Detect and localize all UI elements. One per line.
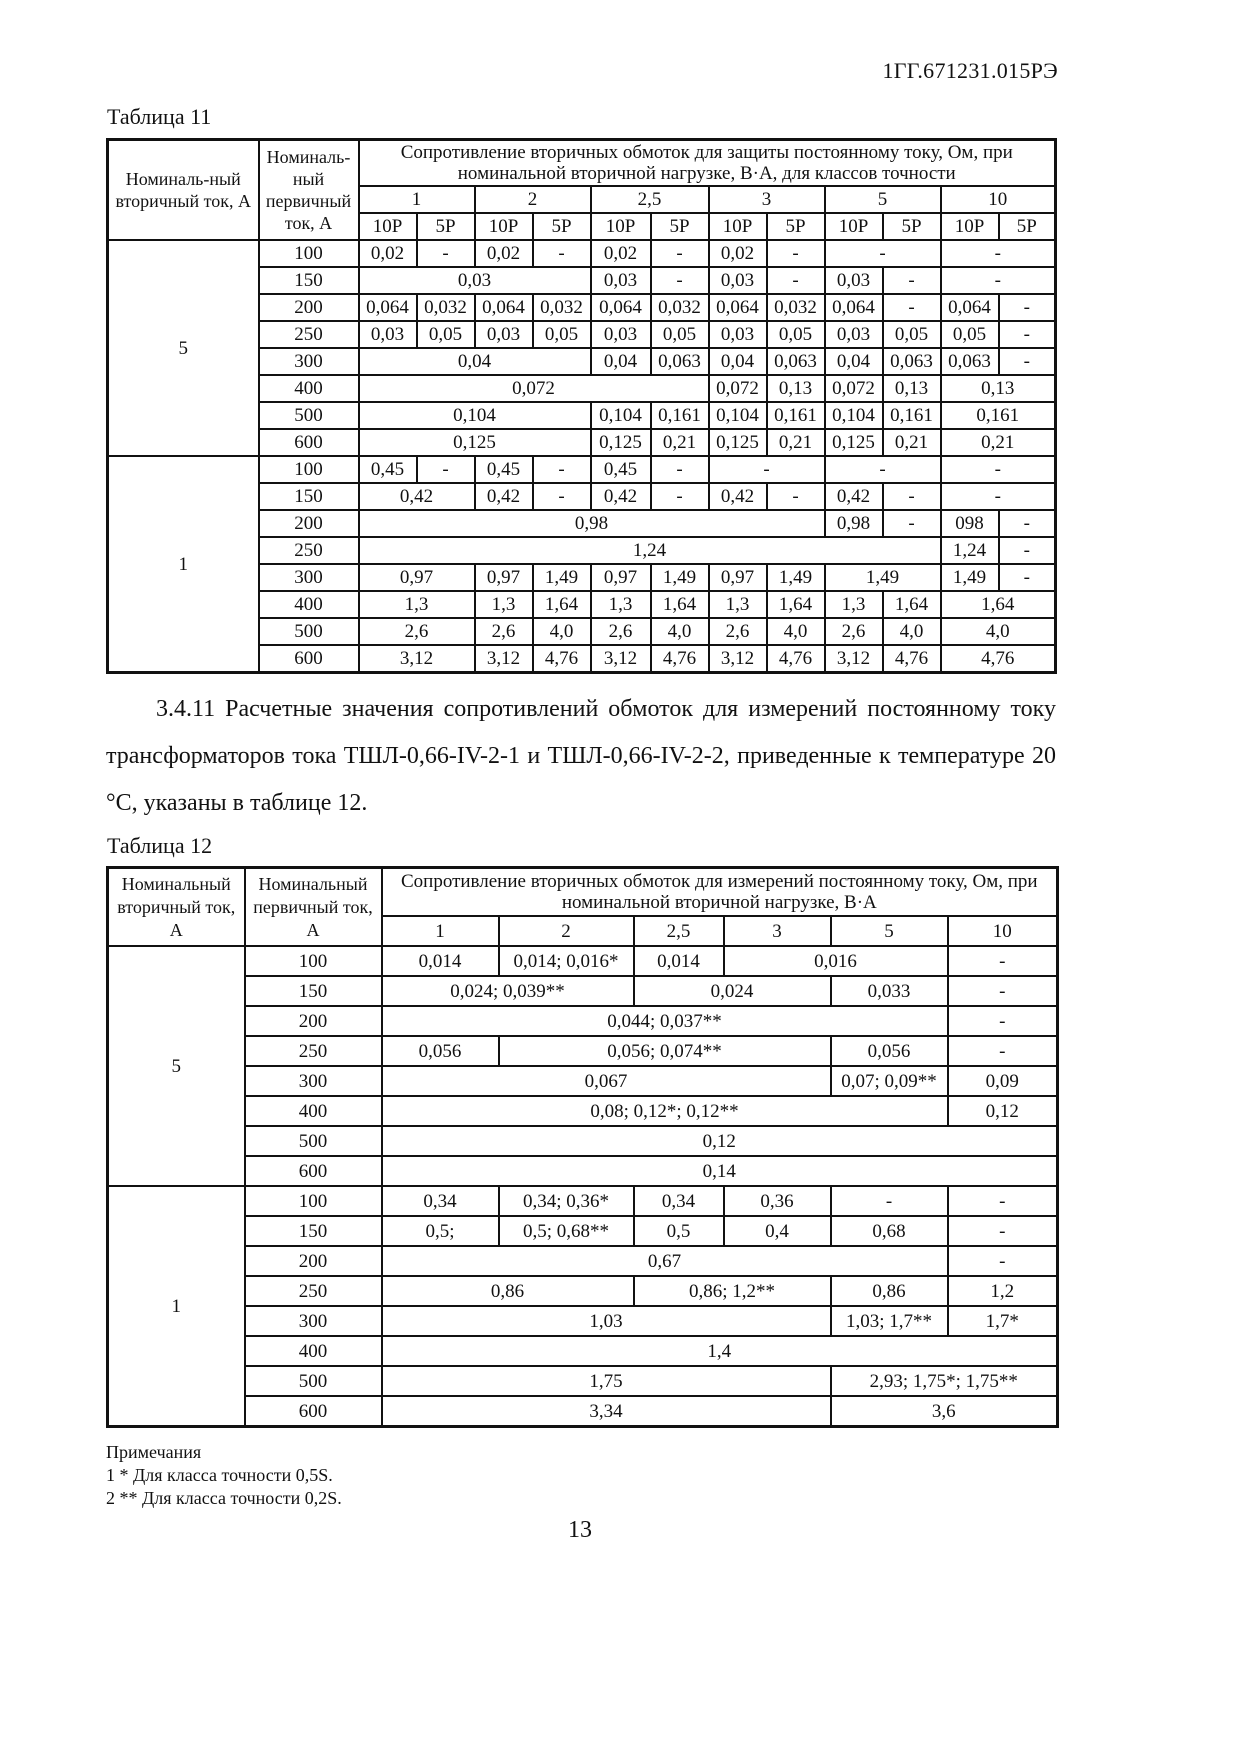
resistance-cell: 3,12 [359, 645, 475, 673]
resistance-cell: 0,063 [651, 348, 709, 375]
resistance-cell: 1,75 [382, 1366, 831, 1396]
primary-current-cell: 100 [245, 946, 382, 976]
resistance-cell: 0,45 [591, 456, 651, 483]
resistance-cell: 0,03 [825, 321, 883, 348]
header-class-5p: 5Р [417, 213, 475, 240]
header-load-2: 2 [499, 916, 634, 946]
resistance-cell: - [948, 1186, 1058, 1216]
resistance-cell: 0,5; [382, 1216, 499, 1246]
header-load-1: 1 [382, 916, 499, 946]
resistance-cell: 0,13 [941, 375, 1056, 402]
resistance-cell: 0,05 [883, 321, 941, 348]
primary-current-cell: 600 [245, 1156, 382, 1186]
resistance-cell: 1,64 [883, 591, 941, 618]
resistance-cell: 0,063 [941, 348, 999, 375]
table-row [108, 1006, 1058, 1036]
header-class-10p: 10Р [941, 213, 999, 240]
header-primary-current: Номиналь-ный первичный ток, А [259, 140, 359, 241]
primary-current-cell: 250 [259, 321, 359, 348]
resistance-cell: 0,064 [825, 294, 883, 321]
header-class-5p: 5Р [533, 213, 591, 240]
primary-current-cell: 500 [245, 1366, 382, 1396]
resistance-cell: 0,064 [591, 294, 651, 321]
primary-current-cell: 250 [245, 1276, 382, 1306]
secondary-current-cell: 5 [108, 946, 245, 1186]
resistance-cell: 1,64 [533, 591, 591, 618]
resistance-cell: 3,12 [475, 645, 533, 673]
resistance-cell: - [883, 267, 941, 294]
resistance-cell: 0,072 [359, 375, 709, 402]
header-class-10p: 10Р [709, 213, 767, 240]
primary-current-cell: 400 [259, 591, 359, 618]
primary-current-cell: 200 [259, 294, 359, 321]
resistance-cell: 0,86; 1,2** [634, 1276, 831, 1306]
header-secondary-current: Номиналь-ный вторичный ток, А [108, 140, 259, 241]
resistance-cell: 4,0 [941, 618, 1056, 645]
resistance-cell: - [651, 456, 709, 483]
header-load-3: 3 [709, 186, 825, 213]
resistance-cell: 0,13 [883, 375, 941, 402]
resistance-cell: 0,34 [634, 1186, 724, 1216]
header-load-1: 1 [359, 186, 475, 213]
resistance-cell: 3,34 [382, 1396, 831, 1427]
resistance-cell: 0,064 [475, 294, 533, 321]
header-load-5: 5 [825, 186, 941, 213]
header-class-10p: 10Р [359, 213, 417, 240]
header-class-5p: 5Р [883, 213, 941, 240]
resistance-cell: 1,49 [651, 564, 709, 591]
resistance-cell: - [883, 510, 941, 537]
resistance-cell: 0,032 [651, 294, 709, 321]
resistance-cell: 0,02 [359, 240, 417, 267]
primary-current-cell: 300 [259, 348, 359, 375]
section-3-4-11-paragraph [106, 686, 1056, 827]
resistance-cell: 0,42 [709, 483, 767, 510]
primary-current-cell: 100 [259, 240, 359, 267]
table-11 [106, 138, 1057, 674]
resistance-cell: 0,161 [651, 402, 709, 429]
secondary-current-cell: 1 [108, 1186, 245, 1427]
resistance-cell: - [651, 267, 709, 294]
resistance-cell: 0,02 [475, 240, 533, 267]
resistance-cell: - [999, 348, 1056, 375]
resistance-cell: 0,36 [724, 1186, 831, 1216]
note-item: 1 * Для класса точности 0,5S. [106, 1465, 333, 1485]
resistance-cell: - [948, 1216, 1058, 1246]
resistance-cell: 0,03 [475, 321, 533, 348]
resistance-cell: 0,86 [382, 1276, 634, 1306]
resistance-cell: - [948, 1246, 1058, 1276]
resistance-cell: 0,67 [382, 1246, 948, 1276]
secondary-current-cell: 5 [108, 240, 259, 456]
resistance-cell: 0,067 [382, 1066, 831, 1096]
primary-current-cell: 300 [245, 1066, 382, 1096]
primary-current-cell: 600 [259, 645, 359, 673]
header-class-10p: 10Р [825, 213, 883, 240]
table-row [108, 1306, 1058, 1336]
document-code: 1ГГ.671231.015РЭ [882, 58, 1058, 83]
resistance-cell: 1,64 [941, 591, 1056, 618]
primary-current-cell: 100 [259, 456, 359, 483]
resistance-cell: 0,032 [533, 294, 591, 321]
resistance-cell: 4,76 [941, 645, 1056, 673]
resistance-cell: - [825, 456, 941, 483]
primary-current-cell: 400 [245, 1336, 382, 1366]
header-class-10p: 10Р [475, 213, 533, 240]
table-row [108, 1126, 1058, 1156]
resistance-cell: 0,12 [948, 1096, 1058, 1126]
resistance-cell: 0,161 [941, 402, 1056, 429]
resistance-cell: 4,0 [651, 618, 709, 645]
table-12-caption: Таблица 12 [107, 833, 213, 858]
resistance-cell: 0,5 [634, 1216, 724, 1246]
resistance-cell: - [651, 483, 709, 510]
resistance-cell: - [825, 240, 941, 267]
resistance-cell: - [948, 1036, 1058, 1066]
table-row [108, 1396, 1058, 1427]
header-class-10p: 10Р [591, 213, 651, 240]
table-row [108, 976, 1058, 1006]
resistance-cell: 0,5; 0,68** [499, 1216, 634, 1246]
resistance-cell: 0,45 [475, 456, 533, 483]
resistance-cell: 0,42 [359, 483, 475, 510]
primary-current-cell: 150 [245, 976, 382, 1006]
notes-title: Примечания [106, 1442, 202, 1462]
resistance-cell: 0,05 [651, 321, 709, 348]
header-secondary-current: Номинальный вторичный ток, А [108, 868, 245, 947]
header-load-10: 10 [948, 916, 1058, 946]
resistance-cell: 2,6 [709, 618, 767, 645]
header-resistance: Сопротивление вторичных обмоток для измерений постоянному току, Ом, при номинальной вторичной нагрузке, В·А [382, 868, 1058, 917]
resistance-cell: 0,05 [417, 321, 475, 348]
resistance-cell: 2,93; 1,75*; 1,75** [831, 1366, 1058, 1396]
resistance-cell: 2,6 [591, 618, 651, 645]
resistance-cell: 0,044; 0,037** [382, 1006, 948, 1036]
resistance-cell: 1,4 [382, 1336, 1058, 1366]
resistance-cell: 0,033 [831, 976, 948, 1006]
resistance-cell: 1,2 [948, 1276, 1058, 1306]
resistance-cell: 0,104 [359, 402, 591, 429]
resistance-cell: 1,03; 1,7** [831, 1306, 948, 1336]
resistance-cell: 098 [941, 510, 999, 537]
resistance-cell: - [883, 294, 941, 321]
table-row [108, 456, 1056, 483]
resistance-cell: - [533, 456, 591, 483]
primary-current-cell: 150 [259, 483, 359, 510]
resistance-cell: 0,86 [831, 1276, 948, 1306]
resistance-cell: 0,09 [948, 1066, 1058, 1096]
resistance-cell: 2,6 [825, 618, 883, 645]
resistance-cell: - [883, 483, 941, 510]
resistance-cell: 0,05 [767, 321, 825, 348]
primary-current-cell: 400 [259, 375, 359, 402]
primary-current-cell: 150 [259, 267, 359, 294]
header-class-5p: 5Р [999, 213, 1056, 240]
header-class-5p: 5Р [767, 213, 825, 240]
resistance-cell: 4,76 [883, 645, 941, 673]
resistance-cell: 0,42 [591, 483, 651, 510]
resistance-cell: 0,21 [767, 429, 825, 456]
resistance-cell: 0,104 [591, 402, 651, 429]
resistance-cell: 1,3 [475, 591, 533, 618]
resistance-cell: 0,42 [825, 483, 883, 510]
primary-current-cell: 500 [259, 618, 359, 645]
resistance-cell: 0,016 [724, 946, 948, 976]
resistance-cell: 0,98 [825, 510, 883, 537]
resistance-cell: 0,063 [767, 348, 825, 375]
primary-current-cell: 150 [245, 1216, 382, 1246]
primary-current-cell: 600 [245, 1396, 382, 1427]
resistance-cell: - [767, 483, 825, 510]
table-row [108, 1096, 1058, 1126]
resistance-cell: 0,68 [831, 1216, 948, 1246]
resistance-cell: 0,02 [591, 240, 651, 267]
resistance-cell: 1,3 [825, 591, 883, 618]
resistance-cell: 0,05 [941, 321, 999, 348]
table-11-caption: Таблица 11 [107, 104, 212, 129]
table-row [108, 1216, 1058, 1246]
primary-current-cell: 300 [245, 1306, 382, 1336]
primary-current-cell: 250 [245, 1036, 382, 1066]
resistance-cell: 0,03 [359, 267, 591, 294]
secondary-current-cell: 1 [108, 456, 259, 673]
resistance-cell: 0,04 [825, 348, 883, 375]
table-row [108, 240, 1056, 267]
primary-current-cell: 250 [259, 537, 359, 564]
resistance-cell: - [941, 240, 1056, 267]
table-row [108, 1036, 1058, 1066]
resistance-cell: 1,03 [382, 1306, 831, 1336]
header-class-5p: 5Р [651, 213, 709, 240]
notes [106, 1441, 342, 1510]
table-row [108, 1336, 1058, 1366]
resistance-cell: 0,05 [533, 321, 591, 348]
header-primary-current: Номинальный первичный ток, А [245, 868, 382, 947]
resistance-cell: 0,125 [591, 429, 651, 456]
header-load-10: 10 [941, 186, 1056, 213]
resistance-cell: 0,161 [883, 402, 941, 429]
resistance-cell: 0,03 [709, 321, 767, 348]
resistance-cell: 0,072 [709, 375, 767, 402]
resistance-cell: - [831, 1186, 948, 1216]
table-row [108, 1066, 1058, 1096]
resistance-cell: 3,12 [709, 645, 767, 673]
resistance-cell: 4,0 [883, 618, 941, 645]
resistance-cell: 4,76 [533, 645, 591, 673]
resistance-cell: 2,6 [359, 618, 475, 645]
resistance-cell: 1,49 [533, 564, 591, 591]
table-row [108, 1156, 1058, 1186]
resistance-cell: 4,0 [533, 618, 591, 645]
resistance-cell: 0,03 [359, 321, 417, 348]
resistance-cell: 4,76 [651, 645, 709, 673]
resistance-cell: - [999, 564, 1056, 591]
resistance-cell: 1,64 [651, 591, 709, 618]
resistance-cell: - [948, 946, 1058, 976]
resistance-cell: 0,161 [767, 402, 825, 429]
resistance-cell: 1,49 [767, 564, 825, 591]
note-item: 2 ** Для класса точности 0,2S. [106, 1488, 342, 1508]
resistance-cell: 0,13 [767, 375, 825, 402]
resistance-cell: 1,24 [941, 537, 999, 564]
resistance-cell: 0,104 [709, 402, 767, 429]
resistance-cell: 0,125 [709, 429, 767, 456]
resistance-cell: 0,12 [382, 1126, 1058, 1156]
resistance-cell: 0,97 [475, 564, 533, 591]
resistance-cell: - [533, 483, 591, 510]
table-row [108, 1276, 1058, 1306]
resistance-cell: 0,04 [359, 348, 591, 375]
resistance-cell: 0,03 [591, 267, 651, 294]
resistance-cell: 1,24 [359, 537, 941, 564]
resistance-cell: 0,98 [359, 510, 825, 537]
resistance-cell: 0,03 [825, 267, 883, 294]
header-load-5: 5 [831, 916, 948, 946]
resistance-cell: 0,03 [709, 267, 767, 294]
resistance-cell: 1,7* [948, 1306, 1058, 1336]
resistance-cell: 0,4 [724, 1216, 831, 1246]
resistance-cell: 0,064 [709, 294, 767, 321]
resistance-cell: - [999, 510, 1056, 537]
resistance-cell: 0,14 [382, 1156, 1058, 1186]
resistance-cell: 4,0 [767, 618, 825, 645]
primary-current-cell: 200 [245, 1006, 382, 1036]
resistance-cell: - [417, 456, 475, 483]
resistance-cell: - [941, 483, 1056, 510]
resistance-cell: 0,02 [709, 240, 767, 267]
resistance-cell: 0,056; 0,074** [499, 1036, 831, 1066]
table-row [108, 1366, 1058, 1396]
primary-current-cell: 200 [245, 1246, 382, 1276]
resistance-cell: 0,032 [767, 294, 825, 321]
resistance-cell: 0,21 [941, 429, 1056, 456]
resistance-cell: - [651, 240, 709, 267]
resistance-cell: 0,056 [382, 1036, 499, 1066]
primary-current-cell: 100 [245, 1186, 382, 1216]
resistance-cell: - [999, 294, 1056, 321]
resistance-cell: 1,49 [825, 564, 941, 591]
resistance-cell: 0,032 [417, 294, 475, 321]
resistance-cell: 0,063 [883, 348, 941, 375]
primary-current-cell: 600 [259, 429, 359, 456]
table-row [108, 1246, 1058, 1276]
resistance-cell: 0,04 [591, 348, 651, 375]
resistance-cell: 1,49 [941, 564, 999, 591]
resistance-cell: - [941, 456, 1056, 483]
resistance-cell: 1,3 [709, 591, 767, 618]
resistance-cell: 0,34; 0,36* [499, 1186, 634, 1216]
resistance-cell: 0,34 [382, 1186, 499, 1216]
header-load-2-5: 2,5 [591, 186, 709, 213]
page-number: 13 [568, 1517, 592, 1543]
resistance-cell: 0,08; 0,12*; 0,12** [382, 1096, 948, 1126]
resistance-cell: - [999, 537, 1056, 564]
resistance-cell: 0,014; 0,016* [499, 946, 634, 976]
resistance-cell: 1,3 [591, 591, 651, 618]
resistance-cell: 3,12 [591, 645, 651, 673]
resistance-cell: 0,064 [941, 294, 999, 321]
primary-current-cell: 300 [259, 564, 359, 591]
table-row [108, 1186, 1058, 1216]
primary-current-cell: 200 [259, 510, 359, 537]
resistance-cell: 3,12 [825, 645, 883, 673]
resistance-cell: 0,42 [475, 483, 533, 510]
resistance-cell: 0,064 [359, 294, 417, 321]
header-load-3: 3 [724, 916, 831, 946]
resistance-cell: 0,04 [709, 348, 767, 375]
resistance-cell: 0,024; 0,039** [382, 976, 634, 1006]
resistance-cell: 4,76 [767, 645, 825, 673]
resistance-cell: 3,6 [831, 1396, 1058, 1427]
resistance-cell: - [767, 240, 825, 267]
resistance-cell: 0,014 [634, 946, 724, 976]
resistance-cell: - [941, 267, 1056, 294]
resistance-cell: 0,97 [359, 564, 475, 591]
table-row [108, 946, 1058, 976]
resistance-cell: 0,125 [359, 429, 591, 456]
resistance-cell: 2,6 [475, 618, 533, 645]
resistance-cell: 1,64 [767, 591, 825, 618]
resistance-cell: 0,97 [591, 564, 651, 591]
resistance-cell: 0,104 [825, 402, 883, 429]
resistance-cell: 0,07; 0,09** [831, 1066, 948, 1096]
resistance-cell: 0,45 [359, 456, 417, 483]
resistance-cell: 0,97 [709, 564, 767, 591]
resistance-cell: - [948, 1006, 1058, 1036]
primary-current-cell: 500 [245, 1126, 382, 1156]
resistance-cell: - [767, 267, 825, 294]
resistance-cell: 0,014 [382, 946, 499, 976]
resistance-cell: 0,072 [825, 375, 883, 402]
resistance-cell: - [948, 976, 1058, 1006]
resistance-cell: - [999, 321, 1056, 348]
header-load-2-5: 2,5 [634, 916, 724, 946]
resistance-cell: 0,125 [825, 429, 883, 456]
resistance-cell: 0,21 [883, 429, 941, 456]
table-12 [106, 866, 1059, 1428]
resistance-cell: 1,3 [359, 591, 475, 618]
resistance-cell: 0,056 [831, 1036, 948, 1066]
primary-current-cell: 500 [259, 402, 359, 429]
paragraph-text: 3.4.11 Расчетные значения сопротивлений обмоток для измерений постоянному току трансформаторов тока ТШЛ-0,66-IV-2-1 и ТШЛ-0,66-IV-2-2, приведенные к температуре 20 °С, указаны в таблице 12. [106, 696, 1056, 816]
resistance-cell: 0,21 [651, 429, 709, 456]
resistance-cell: 0,024 [634, 976, 831, 1006]
resistance-cell: - [417, 240, 475, 267]
primary-current-cell: 400 [245, 1096, 382, 1126]
resistance-cell: - [533, 240, 591, 267]
header-resistance: Сопротивление вторичных обмоток для защиты постоянному току, Ом, при номинальной вторичной нагрузке, В·А, для классов точности [359, 140, 1056, 187]
resistance-cell: - [709, 456, 825, 483]
header-load-2: 2 [475, 186, 591, 213]
resistance-cell: 0,03 [591, 321, 651, 348]
